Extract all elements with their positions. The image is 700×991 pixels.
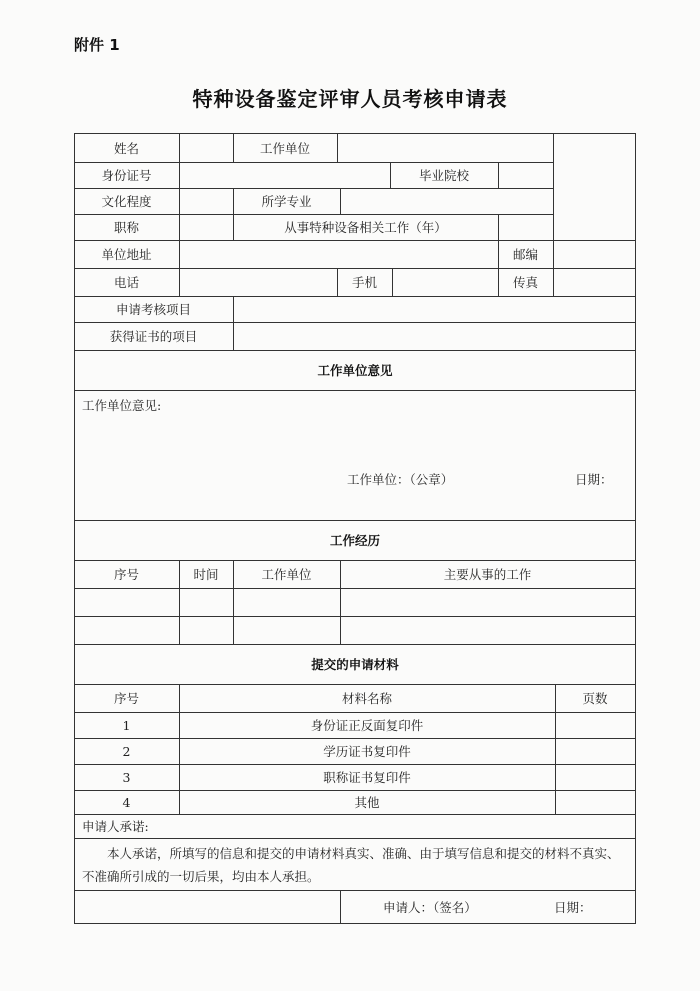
signature-field[interactable] bbox=[75, 891, 340, 923]
commitment-date-label: 日期： bbox=[554, 900, 592, 915]
experience-header-unit: 工作单位 bbox=[261, 567, 312, 582]
graduated-school-label: 毕业院校 bbox=[418, 168, 469, 183]
job-title-field[interactable] bbox=[180, 214, 233, 240]
material-name: 身份证正反面复印件 bbox=[310, 718, 424, 733]
work-unit-field[interactable] bbox=[338, 133, 553, 162]
material-name: 职称证书复印件 bbox=[323, 770, 411, 785]
unit-opinion-textarea[interactable] bbox=[75, 416, 635, 468]
phone-field[interactable] bbox=[180, 268, 337, 296]
job-title-label: 职称 bbox=[113, 220, 139, 235]
name-label: 姓名 bbox=[113, 140, 139, 156]
experience-header-no: 序号 bbox=[113, 567, 139, 582]
material-no: 1 bbox=[122, 717, 131, 733]
graduated-school-field[interactable] bbox=[499, 162, 553, 188]
certified-item-label: 获得证书的项目 bbox=[109, 329, 198, 344]
education-field[interactable] bbox=[180, 188, 233, 214]
unit-opinion-label: 工作单位意见: bbox=[82, 398, 162, 413]
unit-seal-label: 工作单位：（公章） bbox=[347, 472, 454, 487]
fax-label: 传真 bbox=[512, 275, 538, 290]
id-number-field[interactable] bbox=[180, 162, 390, 188]
material-no: 3 bbox=[122, 769, 131, 785]
material-pages-field[interactable] bbox=[556, 790, 635, 814]
material-name: 学历证书复印件 bbox=[323, 744, 411, 759]
form-title: 特种设备鉴定评审人员考核申请表 bbox=[192, 87, 508, 111]
attachment-label: 附件 1 bbox=[74, 36, 120, 54]
material-no: 2 bbox=[122, 743, 131, 759]
applied-item-field[interactable] bbox=[234, 296, 635, 322]
commitment-label: 申请人承诺: bbox=[82, 819, 149, 834]
mobile-field[interactable] bbox=[393, 268, 498, 296]
major-label: 所学专业 bbox=[261, 194, 312, 209]
material-pages-field[interactable] bbox=[556, 712, 635, 738]
postcode-label: 邮编 bbox=[512, 247, 538, 262]
name-field[interactable] bbox=[180, 133, 233, 162]
mobile-label: 手机 bbox=[351, 275, 377, 290]
applicant-signature-label: 申请人：（签名） bbox=[383, 900, 477, 915]
commitment-text: 本人承诺，所填写的信息和提交的申请材料真实、准确、由于填写信息和提交的材料不真实、不准确所引成的一切后果，均由本人承担。 bbox=[82, 846, 620, 884]
photo-box[interactable] bbox=[554, 133, 635, 240]
materials-header-name: 材料名称 bbox=[341, 691, 392, 706]
experience-heading: 工作经历 bbox=[329, 533, 380, 548]
phone-label: 电话 bbox=[113, 275, 139, 290]
work-unit-label: 工作单位 bbox=[259, 140, 310, 156]
education-label: 文化程度 bbox=[101, 194, 152, 209]
unit-address-field[interactable] bbox=[180, 240, 498, 268]
unit-opinion-heading: 工作单位意见 bbox=[317, 363, 393, 378]
major-field[interactable] bbox=[341, 188, 553, 214]
material-no: 4 bbox=[122, 794, 131, 810]
materials-heading: 提交的申请材料 bbox=[311, 657, 399, 672]
experience-row[interactable] bbox=[75, 589, 635, 616]
materials-header-pages: 页数 bbox=[582, 691, 608, 706]
material-pages-field[interactable] bbox=[556, 764, 635, 790]
years-related-work-field[interactable] bbox=[499, 214, 553, 240]
fax-field[interactable] bbox=[554, 268, 635, 296]
experience-header-work: 主要从事的工作 bbox=[443, 567, 532, 582]
unit-opinion-date-label: 日期： bbox=[575, 472, 613, 487]
id-number-label: 身份证号 bbox=[101, 168, 152, 183]
materials-header-no: 序号 bbox=[113, 691, 139, 706]
applied-item-label: 申请考核项目 bbox=[115, 302, 191, 317]
unit-address-label: 单位地址 bbox=[101, 247, 152, 262]
experience-row[interactable] bbox=[75, 617, 635, 644]
material-name: 其他 bbox=[354, 795, 380, 810]
experience-header-time: 时间 bbox=[193, 567, 219, 582]
years-related-work-label: 从事特种设备相关工作（年） bbox=[284, 220, 447, 235]
postcode-field[interactable] bbox=[554, 240, 635, 268]
certified-item-field[interactable] bbox=[234, 322, 635, 350]
material-pages-field[interactable] bbox=[556, 738, 635, 764]
